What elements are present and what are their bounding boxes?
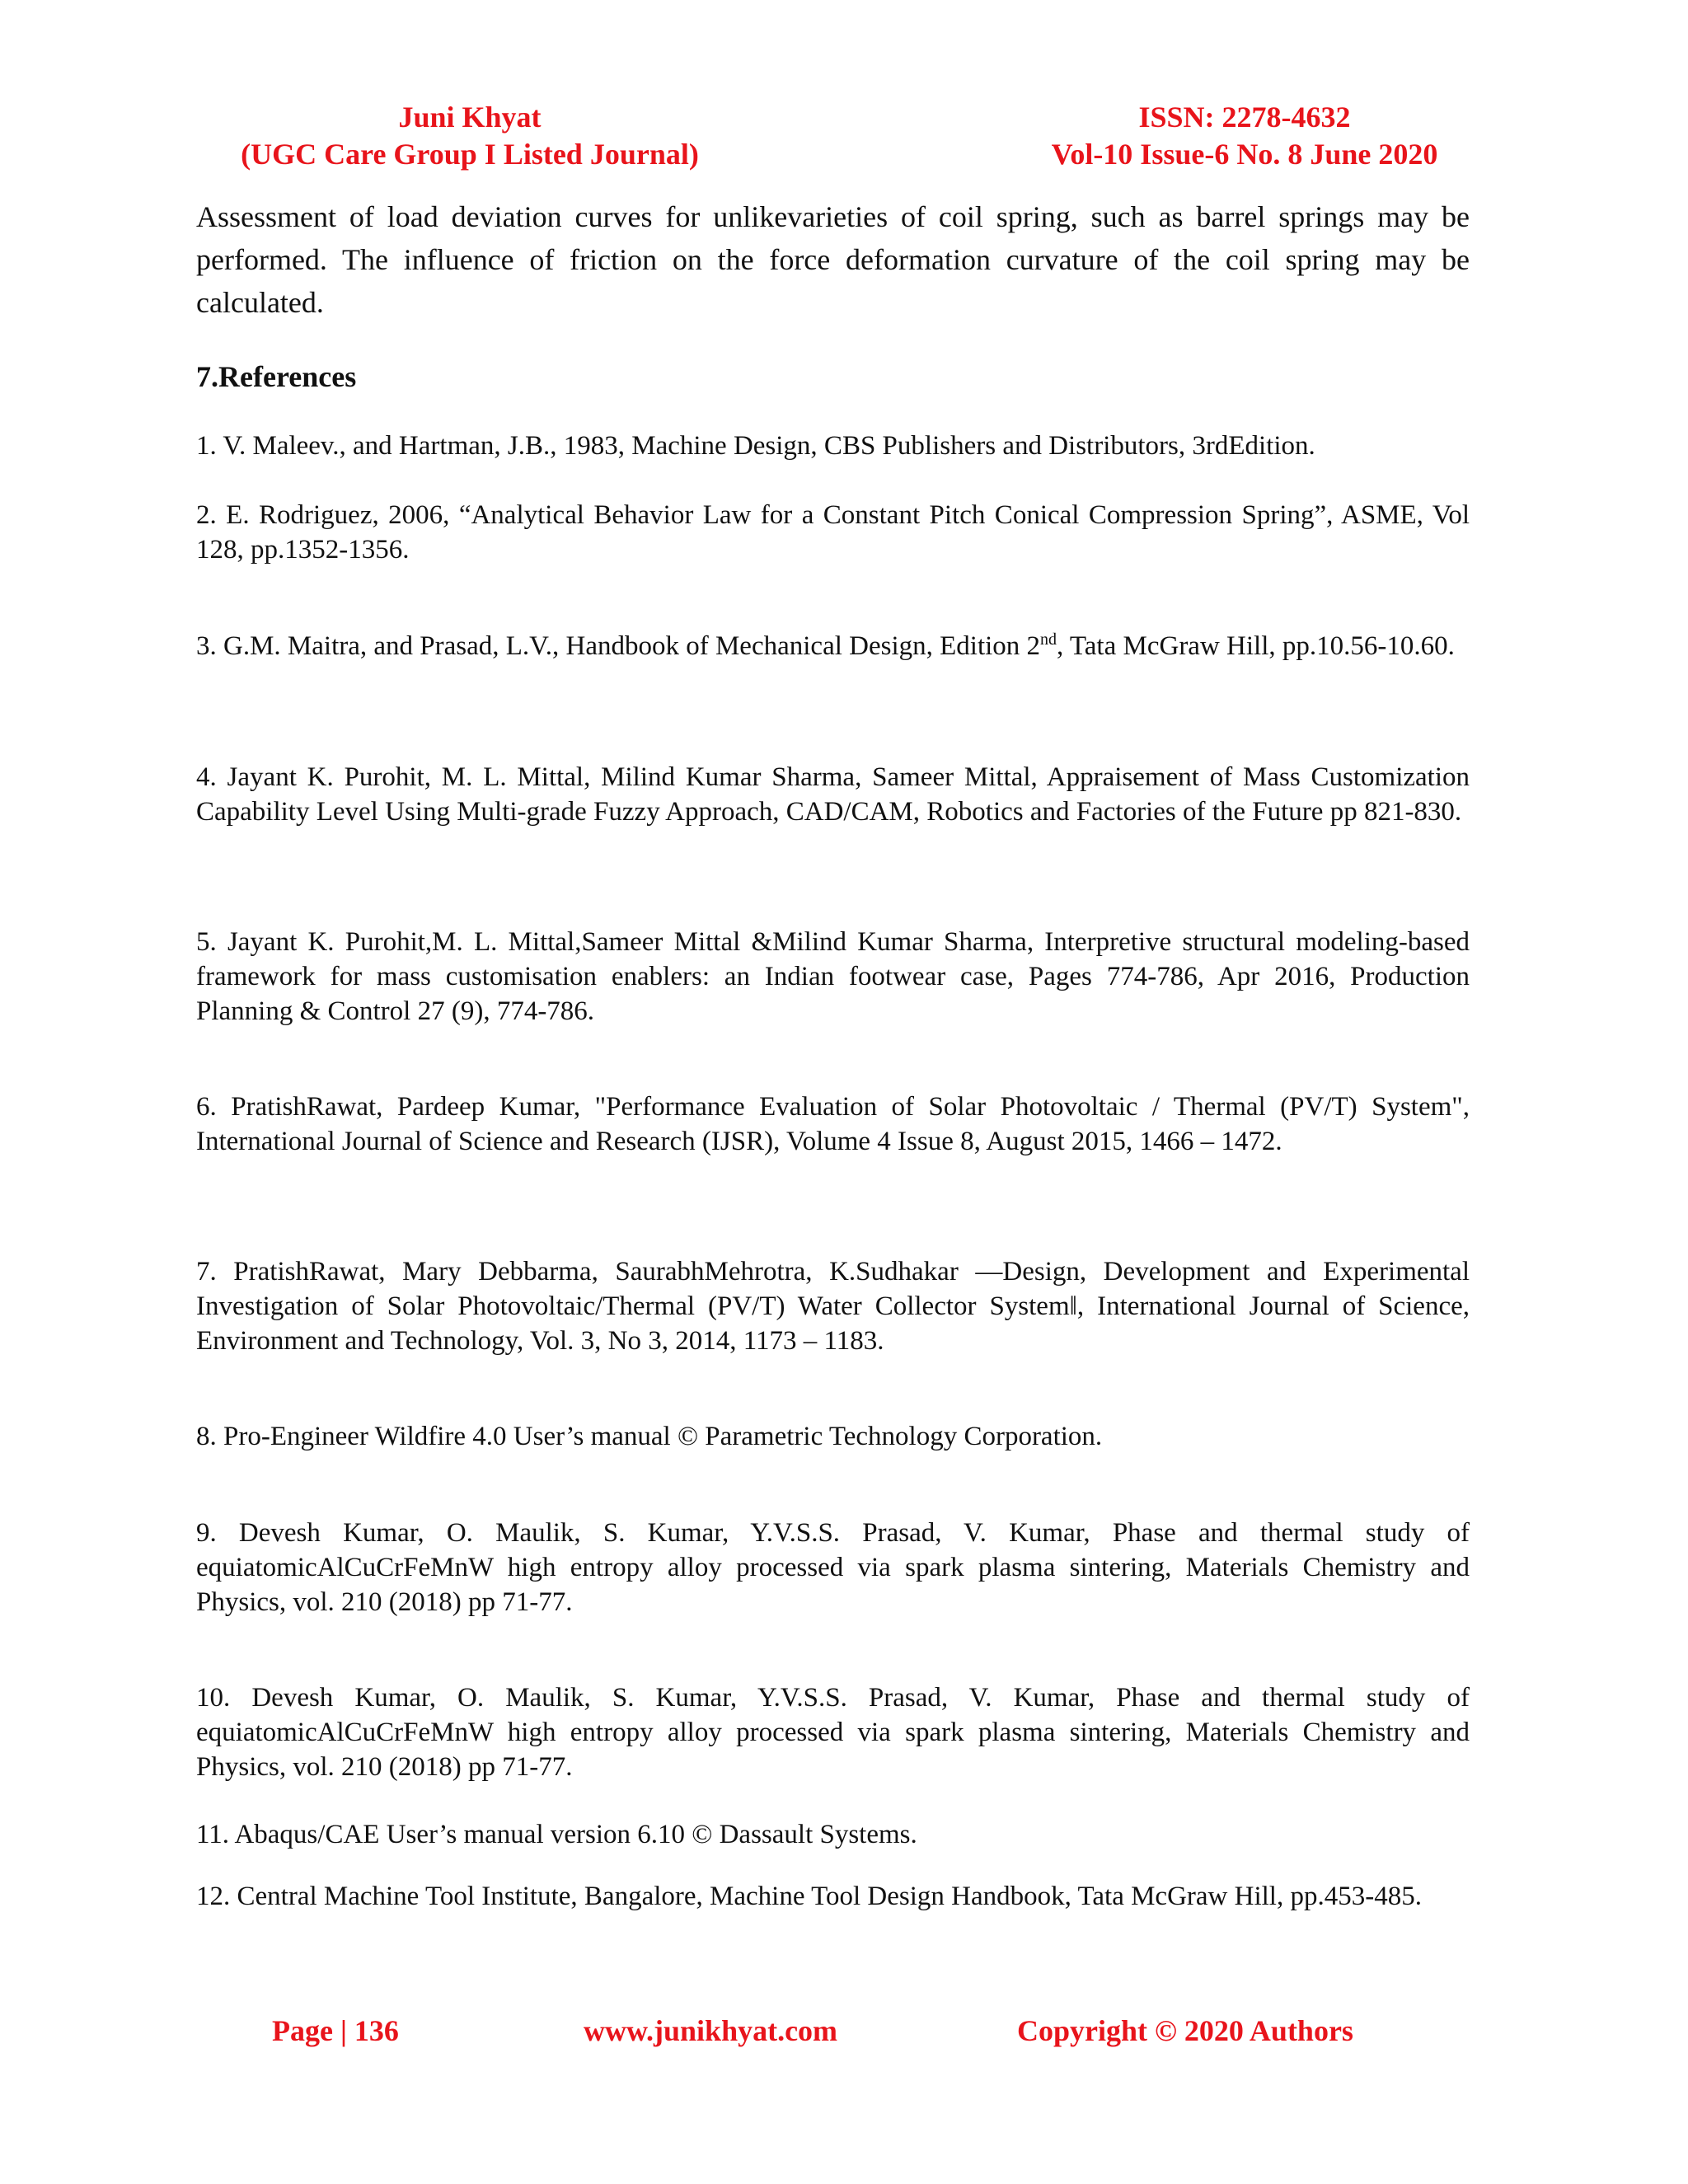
- reference-1: 1. V. Maleev., and Hartman, J.B., 1983, Machine Design, CBS Publishers and Distributors, 3rdEdition.: [196, 431, 1315, 461]
- reference-5: 5. Jayant K. Purohit,M. L. Mittal,Sameer Mittal &Milind Kumar Sharma, Interpretive structural modeling-based framework for mass customisation enablers: an Indian footwear case, Pages 774-786, Apr 2016, Production Planning & Control 27 (9), 774-786.: [196, 927, 1470, 1026]
- reference-8: 8. Pro-Engineer Wildfire 4.0 User’s manual © Parametric Technology Corporation.: [196, 1422, 1103, 1451]
- reference-3-text-end: , Tata McGraw Hill, pp.10.56-10.60.: [1057, 631, 1455, 661]
- reference-11: 11. Abaqus/CAE User’s manual version 6.10 © Dassault Systems.: [196, 1820, 917, 1849]
- footer-copyright: Copyright © 2020 Authors: [1017, 2014, 1353, 2047]
- reference-3-superscript: nd: [1040, 630, 1057, 649]
- reference-2: 2. E. Rodriguez, 2006, “Analytical Behavior Law for a Constant Pitch Conical Compression Spring”, ASME, Vol 128, pp.1352-1356.: [196, 500, 1470, 565]
- footer-page-number: Page | 136: [272, 2014, 399, 2047]
- reference-10: 10. Devesh Kumar, O. Maulik, S. Kumar, Y.V.S.S. Prasad, V. Kumar, Phase and thermal study of equiatomicAlCuCrFeMnW high entropy alloy processed via spark plasma sintering, Materials Chemistry and Physics, vol. 210 (2018) pp 71-77.: [196, 1683, 1470, 1782]
- intro-paragraph: Assessment of load deviation curves for unlikevarieties of coil spring, such as barrel springs may be performed. The influence of friction on the force deformation curvature of the coil spring may be calculated.: [196, 200, 1470, 319]
- footer-website-link[interactable]: www.junikhyat.com: [584, 2014, 838, 2047]
- reference-7: 7. PratishRawat, Mary Debbarma, SaurabhMehrotra, K.Sudhakar ―Design, Development and Experimental Investigation of Solar Photovoltaic/Thermal (PV/T) Water Collector System‖, International Journal of Science, Environment and Technology, Vol. 3, No 3, 2014, 1173 – 1183.: [196, 1257, 1470, 1356]
- reference-4: 4. Jayant K. Purohit, M. L. Mittal, Milind Kumar Sharma, Sameer Mittal, Appraisement of Mass Customization Capability Level Using Multi-grade Fuzzy Approach, CAD/CAM, Robotics and Factories of the Future pp 821-830.: [196, 762, 1470, 827]
- reference-6: 6. PratishRawat, Pardeep Kumar, "Performance Evaluation of Solar Photovoltaic / Thermal (PV/T) System", International Journal of Science and Research (IJSR), Volume 4 Issue 8, August 2015, 1466 – 1472.: [196, 1092, 1470, 1156]
- journal-issn: ISSN: 2278-4632: [1138, 101, 1351, 134]
- reference-3-text: 3. G.M. Maitra, and Prasad, L.V., Handbook of Mechanical Design, Edition 2: [196, 631, 1041, 661]
- journal-issue: Vol-10 Issue-6 No. 8 June 2020: [1051, 138, 1438, 171]
- reference-9: 9. Devesh Kumar, O. Maulik, S. Kumar, Y.V.S.S. Prasad, V. Kumar, Phase and thermal study of equiatomicAlCuCrFeMnW high entropy alloy processed via spark plasma sintering, Materials Chemistry and Physics, vol. 210 (2018) pp 71-77.: [196, 1518, 1470, 1617]
- journal-group: (UGC Care Group I Listed Journal): [241, 138, 699, 171]
- journal-header-left: [202, 99, 738, 173]
- reference-12: 12. Central Machine Tool Institute, Bangalore, Machine Tool Design Handbook, Tata McGraw Hill, pp.453-485.: [196, 1882, 1422, 1911]
- reference-3: [196, 629, 1540, 663]
- journal-header-right: [1010, 99, 1479, 173]
- section-title: 7.References: [196, 360, 357, 393]
- journal-name: Juni Khyat: [398, 101, 542, 134]
